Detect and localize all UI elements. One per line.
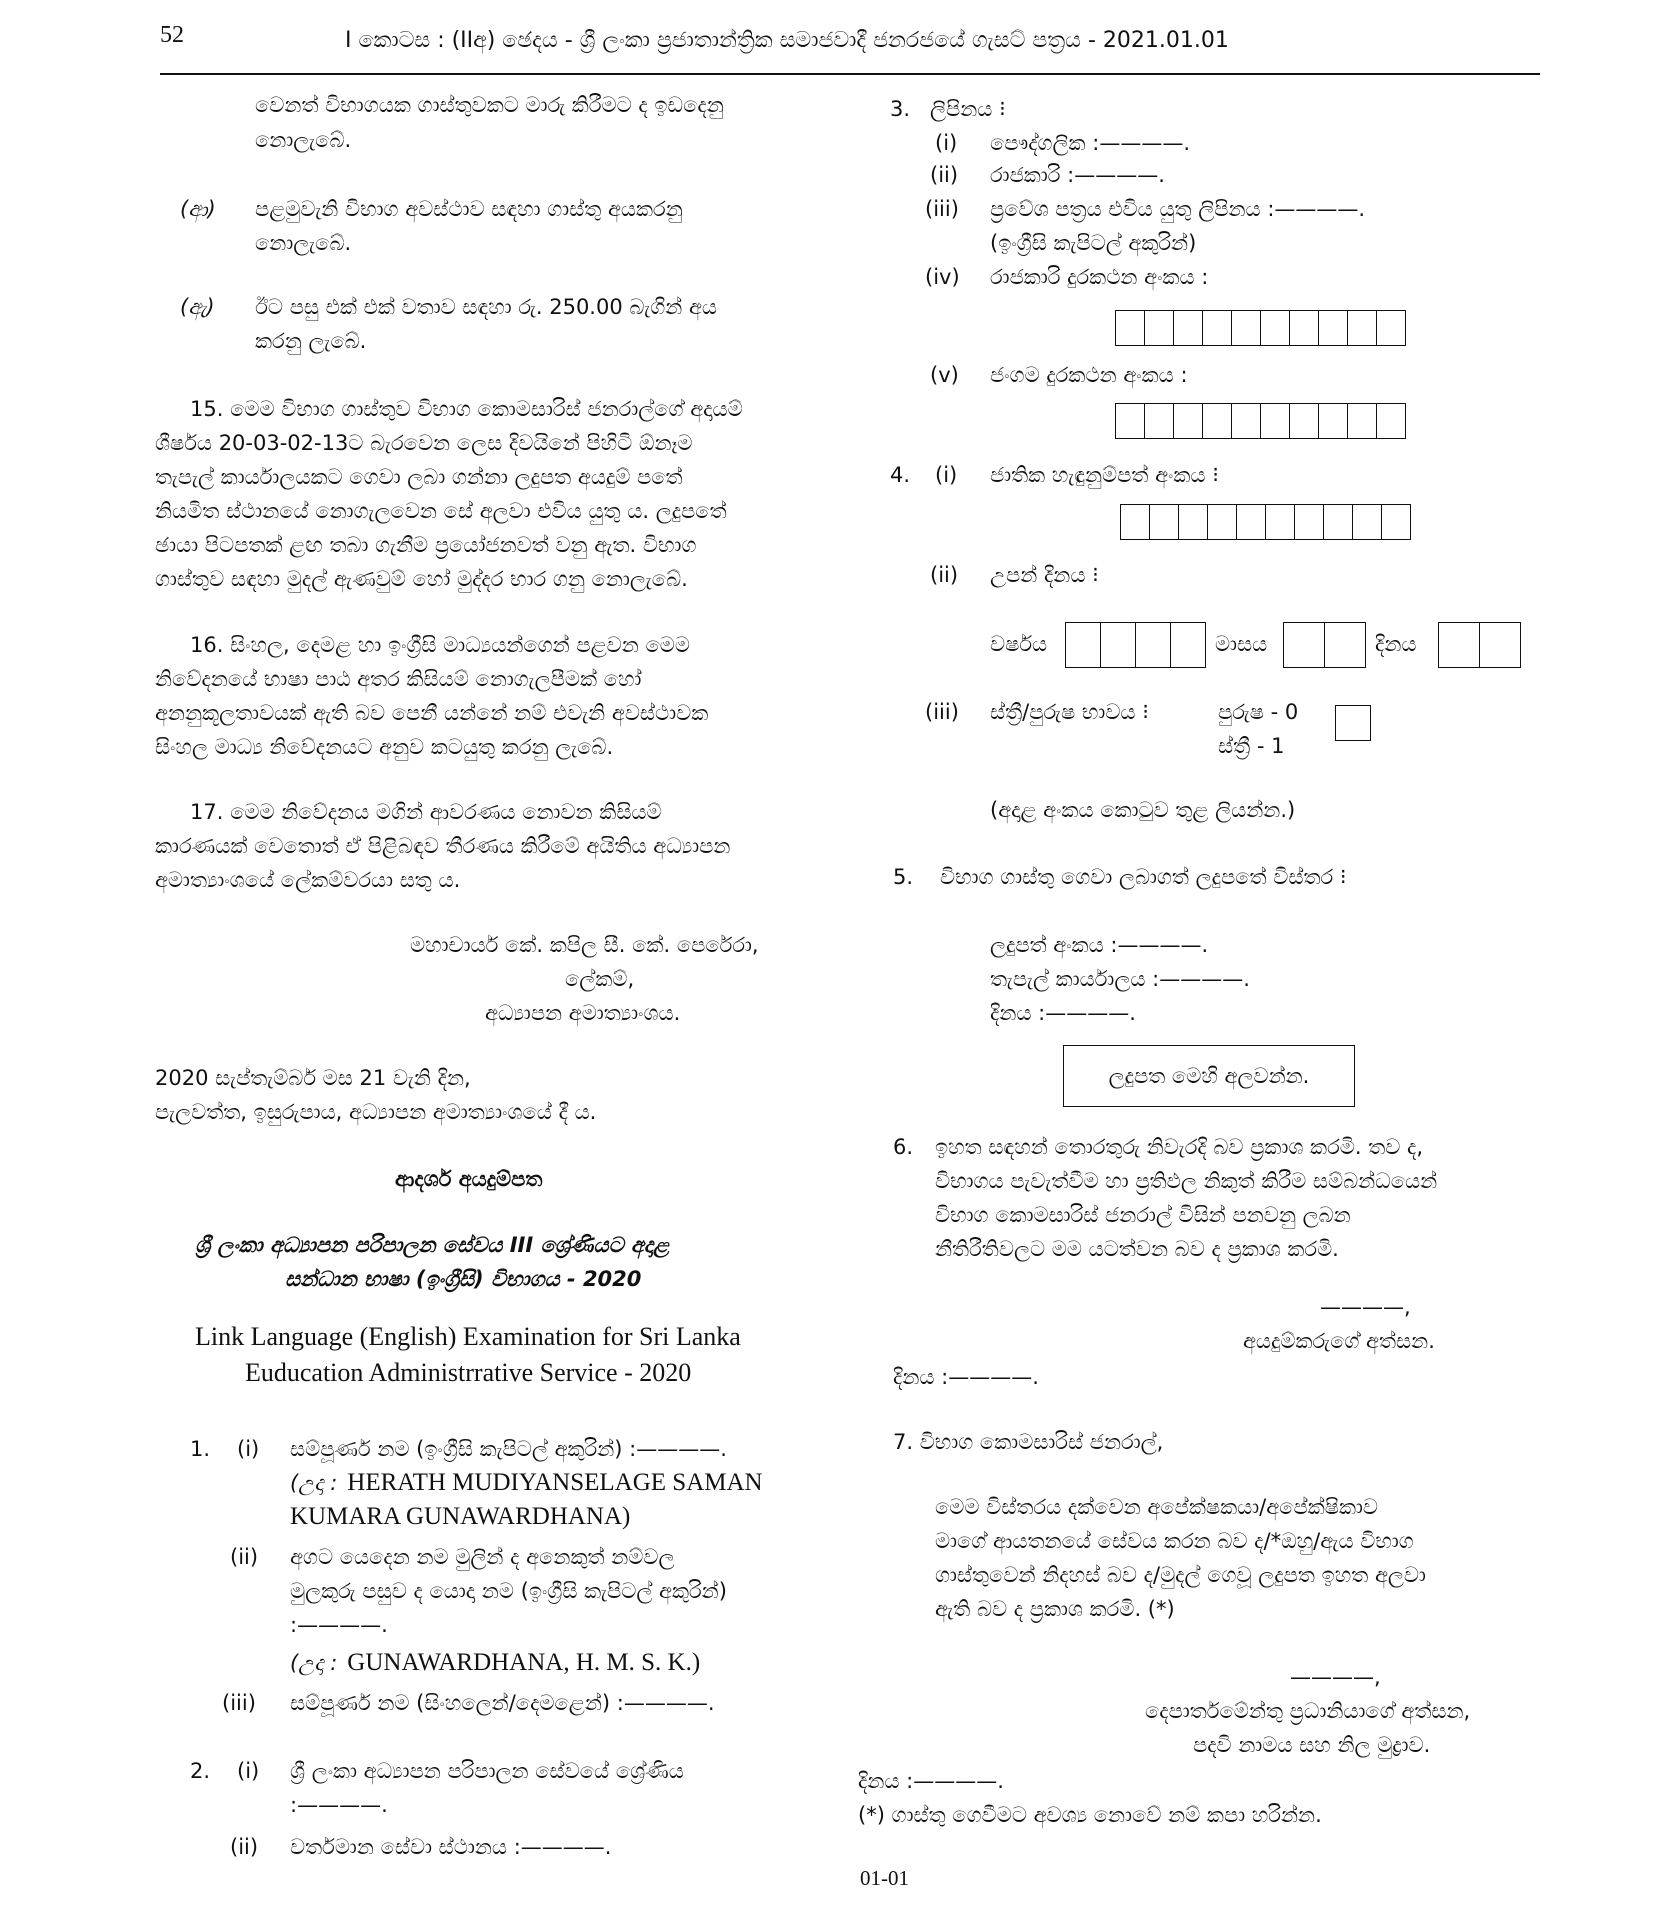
q1-ii-label: (ii): [230, 1545, 259, 1569]
q3-ii-label: (ii): [930, 163, 959, 187]
gender-box[interactable]: [1335, 705, 1371, 741]
dept-head-date: දිනය :————.: [858, 1769, 1004, 1793]
para-17-line: කාරණයක් වෙතොත් ඒ පිළිබඳව තීරණය කිරීමේ අයිතිය අධ්‍යාපන: [155, 834, 731, 858]
para-17-line: 17. මෙම නිවේදනය මගින් ආවරණය නොවන කිසියම්: [190, 800, 662, 824]
q1-ii-line-1: අගට යෙදෙන නම මුලින් ද අනෙකුත් නම්වල: [290, 1545, 675, 1569]
q3-iv-label: (iv): [925, 265, 960, 289]
q2-number: 2.: [190, 1759, 211, 1783]
q4-iii-gender: ස්ත්‍රී/පුරුෂ භාවය ⁝: [990, 700, 1149, 724]
q1-number: 1.: [190, 1437, 211, 1461]
q7-heading: 7. විභාග කොමසාරිස් ජනරාල්,: [893, 1430, 1164, 1454]
nic-number-boxes[interactable]: [1120, 504, 1411, 540]
example-name: HERATH MUDIYANSELAGE SAMAN: [347, 1469, 763, 1496]
applicant-date: දිනය :————.: [893, 1365, 1039, 1389]
exam-title-english-2: Euducation Administrrative Service - 2020: [245, 1358, 692, 1387]
dept-head-signature-label: දෙපාර්තමේන්තු ප්‍රධානියාගේ අත්සන,: [1145, 1699, 1471, 1723]
item-aa-line-2: නොලැබේ.: [255, 231, 352, 255]
q1-iii-label: (iii): [222, 1691, 256, 1715]
q2-ii-label: (ii): [230, 1835, 259, 1859]
example-name: GUNAWARDHANA, H. M. S. K.): [347, 1649, 701, 1676]
q7-line: ඇති බව ද ප්‍රකාශ කරමි. (*): [935, 1597, 1175, 1621]
q1-ii-example: [290, 1646, 700, 1680]
day-label: දිනය: [1375, 632, 1417, 656]
q1-i-full-name: සම්පූර්ණ නම (ඉංග්‍රීසි කැපිටල් අකුරින්) :————.: [290, 1437, 727, 1461]
para-15-line: ඡායා පිටපතක් ළඟ තබා ගැනීම ප්‍රයෝජනවත් වනු ඇත. විභාග: [155, 533, 697, 557]
item-aa-line-1: පළමුවැනි විභාග අවස්ථාව සඳහා ගාස්තු අයකරනු: [255, 197, 683, 221]
receipt-number: ලදුපත් අංකය :————.: [990, 933, 1209, 957]
mobile-phone-boxes[interactable]: [1115, 403, 1406, 439]
month-boxes[interactable]: [1283, 622, 1366, 668]
applicant-signature-line: ————,: [1320, 1295, 1411, 1319]
q6-line: ඉහත සඳහන් තොරතුරු නිවැරදි බව ප්‍රකාශ කරමි. තව ද,: [935, 1135, 1424, 1159]
item-ae-label: (ඇ): [180, 295, 215, 319]
issue-date: 2020 සැප්තැම්බර් මස 21 වැනි දින,: [155, 1066, 471, 1090]
item-ae-line-2: කරනු ලැබේ.: [255, 329, 367, 353]
para-15-line: ශීර්ෂය 20-03-02-13ට බැරවෙන ලෙස දිවයිනේ පිහිටි ඕනෑම: [155, 431, 693, 455]
signatory-ministry: අධ්‍යාපන අමාත්‍යාංශය.: [485, 1001, 681, 1025]
exam-title-english-1: Link Language (English) Examination for Sri Lanka: [195, 1322, 741, 1351]
receipt-date: දිනය :————.: [990, 1001, 1136, 1025]
exam-title-sinhala-1: ශ්‍රී ලංකා අධ්‍යාපන පරිපාලන සේවය III ශ්‍රේණියට අදාළ: [195, 1233, 670, 1257]
gender-male: පුරුෂ - 0: [1218, 700, 1299, 724]
q3-i-label: (i): [935, 131, 958, 155]
q4-number: 4.: [890, 463, 911, 487]
designation-seal: පදවි නාමය සහ නිල මුද්‍රාව.: [1193, 1733, 1431, 1757]
para-17-line: අමාත්‍යාංශයේ ලේකම්වරයා සතු ය.: [155, 868, 461, 892]
footnote: (*) ගාස්තු ගෙවීමට අවශ්‍ය නොවේ නම් කපා හරින්න.: [858, 1803, 1322, 1827]
para-16-line: නිවේදනයේ භාෂා පාඨ අතර කිසියම් නොගැලපීමක් හෝ: [155, 667, 642, 691]
q3-iv-office-phone: රාජකාරි දුරකථන අංකය :: [990, 265, 1209, 289]
signatory-name: මහාචාර්ය කේ. කපිල සී. කේ. පෙරේරා,: [410, 933, 759, 957]
q1-iii-full-name-local: සම්පූර්ණ නම (සිංහලෙන්/දෙමළෙන්) :————.: [290, 1691, 715, 1715]
exam-title-sinhala-2: සන්ධාන භාෂා (ඉංග්‍රීසි) විභාගය - 2020: [285, 1267, 642, 1291]
q3-iii-note: (ඉංග්‍රීසි කැපිටල් අකුරින්): [990, 231, 1197, 255]
footer-code: 01-01: [860, 1866, 909, 1890]
dept-head-signature-line: ————,: [1290, 1665, 1381, 1689]
q2-ii-current-station: වර්තමාන සේවා ස්ථානය :————.: [290, 1835, 612, 1859]
q5-number: 5.: [893, 865, 914, 889]
q4-i-label: (i): [935, 463, 958, 487]
q2-i-line-1: ශ්‍රී ලංකා අධ්‍යාපන පරිපාලන සේවයේ ශ්‍රේණිය: [290, 1759, 684, 1783]
q1-ii-line-2: මුලකුරු පසුව ද යොදා නම (ඉංග්‍රීසි කැපිටල් අකුරින්): [290, 1579, 727, 1603]
item-aa-label: (ආ): [180, 197, 216, 221]
post-office: තැපැල් කාර්යාලය :————.: [990, 967, 1250, 991]
q2-i-line-2: :————.: [290, 1793, 388, 1817]
q4-ii-label: (ii): [930, 563, 959, 587]
para-15-line: තැපැල් කාර්යාලයකට ගෙවා ලබා ගන්නා ලදුපත අයදුම් පතේ: [155, 465, 683, 489]
para-16-line: 16. සිංහල, දෙමළ හා ඉංග්‍රීසි මාධ්‍යයන්ගෙන් පළවන මෙම: [190, 633, 690, 657]
issue-place: පැලවත්ත, ඉසුරුපාය, අධ්‍යාපන අමාත්‍යාංශයේ දී ය.: [155, 1100, 597, 1124]
q3-v-mobile-phone: ජංගම දුරකථන අංකය :: [990, 363, 1188, 387]
day-boxes[interactable]: [1438, 622, 1521, 668]
q6-line: නීතිරීතිවලට මම යටත්වන බව ද ප්‍රකාශ කරමි.: [935, 1237, 1339, 1261]
example-prefix: (උදා :: [290, 1471, 338, 1495]
year-boxes[interactable]: [1065, 622, 1206, 668]
month-label: මාසය: [1215, 632, 1268, 656]
q1-i-example: [290, 1466, 763, 1500]
para-15-line: 15. මෙම විභාග ගාස්තුව විභාග කොමසාරිස් ජනරාල්ගේ අදායම්: [190, 397, 743, 421]
q4-i-nic-number: ජාතික හැඳුනුම්පත් අංකය ⁝: [990, 463, 1219, 487]
continued-line-2: නොලැබේ.: [255, 128, 352, 152]
q1-ii-line-3: :————.: [290, 1613, 388, 1637]
q7-line: මෙම විස්තරය දක්වෙන අපේක්ෂකයා/අපේක්ෂිකාව: [935, 1495, 1379, 1519]
para-15-line: නියමිත ස්ථානයේ නොගැලවෙන සේ අලවා එවිය යුතු ය. ලදුපතේ: [155, 499, 727, 523]
item-ae-line-1: ඊට පසු එක් එක් වතාව සඳහා රු. 250.00 බැගින් අය: [255, 295, 718, 319]
q3-number: 3.: [890, 97, 911, 121]
q7-line: ගාස්තුවෙන් නිදහස් බව ද/මුදල් ගෙවූ ලදුපත ඉහත අලවා: [935, 1563, 1426, 1587]
receipt-paste-box: [1063, 1045, 1355, 1107]
q4-ii-dob: උපන් දිනය ⁝: [990, 563, 1099, 587]
q7-line: මාගේ ආයතනයේ සේවය කරන බව ද/*ඔහු/ඇය විභාග: [935, 1529, 1414, 1553]
q5-receipt-details: විභාග ගාස්තු ගෙවා ලබාගත් ලදුපතේ විස්තර ⁝: [940, 865, 1347, 889]
office-phone-boxes[interactable]: [1115, 310, 1406, 346]
q3-ii-official: රාජකාරි :————.: [990, 163, 1165, 187]
q3-v-label: (v): [930, 363, 959, 387]
header-rule: [160, 73, 1540, 75]
q3-iii-admission-address: ප්‍රවේශ පත්‍රය එවිය යුතු ලිපිනය :————.: [990, 197, 1366, 221]
page-number: 52: [160, 22, 184, 48]
q1-i-example-name-2: KUMARA GUNAWARDHANA): [290, 1503, 631, 1530]
receipt-paste-label: ලදුපත මෙහි අලවන්න.: [1108, 1063, 1310, 1088]
para-16-line: අනනුකූලතාවයක් ඇති බව පෙනී යන්නේ නම් එවැනි අවස්ථාවක: [155, 701, 709, 725]
q2-i-label: (i): [237, 1759, 260, 1783]
continued-line-1: වෙනත් විභාගයක ගාස්තුවකට මාරු කිරීමට ද ඉඩදෙනු: [255, 93, 724, 117]
q3-i-personal: පෞද්ගලික :————.: [990, 131, 1191, 155]
q3-title: ලිපිනය ⁝: [930, 97, 1006, 121]
gazette-header-title: I කොටස : (IIඅ) ඡෙදය - ශ්‍රී ලංකා ප්‍රජාතාන්ත්‍රික සමාජවාදී ජනරජයේ ගැසට් පත්‍රය - 2021.01.01: [345, 28, 1229, 53]
q1-i-label: (i): [237, 1437, 260, 1461]
signatory-title: ලේකම්,: [565, 967, 635, 991]
q6-line: විභාගය පැවැත්වීම හා ප්‍රතිඵල නිකුත් කිරීම සම්බන්ධයෙන්: [935, 1169, 1438, 1193]
para-15-line: ගාස්තුව සඳහා මුදල් ඇණවුම් හෝ මුද්දර භාර ගනු නොලැබේ.: [155, 567, 688, 591]
q3-iii-label: (iii): [925, 197, 959, 221]
gender-female: ස්ත්‍රී - 1: [1218, 734, 1285, 758]
example-prefix: (උදා :: [290, 1651, 338, 1675]
q4-iii-label: (iii): [925, 700, 959, 724]
applicant-signature-label: අයදුම්කරුගේ අත්සන.: [1243, 1329, 1435, 1353]
model-application-title: ආදර්ශ අයදුම්පත: [395, 1167, 543, 1191]
year-label: වර්ෂය: [990, 632, 1048, 656]
para-16-line: සිංහල මාධ්‍ය නිවේදනයට අනුව කටයුතු කරනු ලැබේ.: [155, 735, 614, 759]
q6-number: 6.: [893, 1135, 914, 1159]
box-instruction: (අදාළ අංකය කොටුව තුළ ලියන්න.): [990, 798, 1296, 822]
q6-line: විභාග කොමසාරිස් ජනරාල් විසින් පනවනු ලබන: [935, 1203, 1351, 1227]
